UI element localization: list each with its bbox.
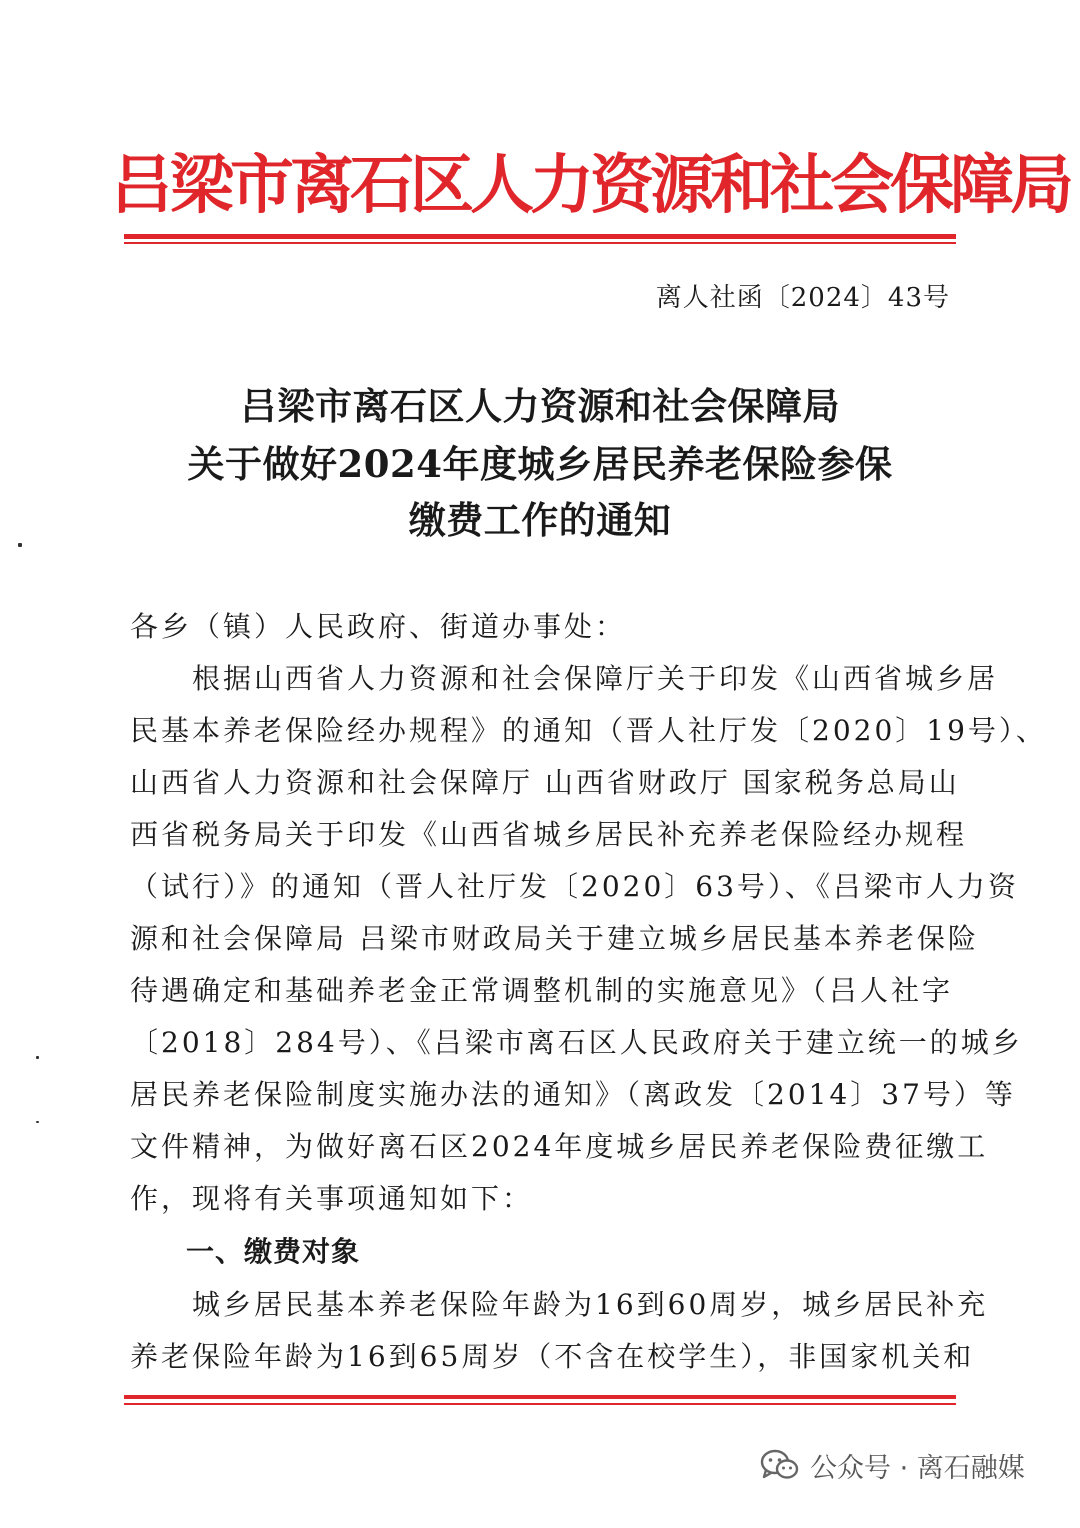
watermark-text: 公众号 · 离石融媒 [810, 1452, 1025, 1484]
footer-red-rule-thin [124, 1403, 956, 1405]
scan-speck [18, 543, 22, 547]
salutation: 各乡（镇）人民政府、街道办事处： [130, 610, 627, 643]
body-line: 源和社会保障局 吕梁市财政局关于建立城乡居民基本养老保险 [130, 922, 979, 955]
wechat-icon [760, 1448, 800, 1482]
notice-title-line-1: 吕梁市离石区人力资源和社会保障局 [240, 384, 840, 428]
letterhead-red-rule-thin [124, 242, 956, 244]
footer-red-rule [124, 1395, 956, 1399]
body-line: 西省税务局关于印发《山西省城乡居民补充养老保险经办规程 [130, 818, 968, 851]
body-line: 〔2018〕284号）、《吕梁市离石区人民政府关于建立统一的城乡 [130, 1026, 1023, 1059]
scan-speck [36, 1056, 39, 1059]
scan-speck [36, 1121, 39, 1123]
body-line: 作，现将有关事项通知如下： [130, 1182, 534, 1215]
notice-title-line-2: 关于做好2024年度城乡居民养老保险参保 [187, 442, 893, 486]
body-line: 山西省人力资源和社会保障厅 山西省财政厅 国家税务总局山 [130, 766, 960, 799]
body-line: 民基本养老保险经办规程》的通知（晋人社厅发〔2020〕19号）、 [130, 714, 1047, 747]
section-heading: 一、缴费对象 [186, 1235, 361, 1268]
letterhead-red-rule [124, 234, 956, 239]
body-line: 城乡居民基本养老保险年龄为16到60周岁，城乡居民补充 [130, 1288, 989, 1321]
letterhead-title: 吕梁市离石区人力资源和社会保障局 [110, 148, 1070, 223]
body-line: 养老保险年龄为16到65周岁（不含在校学生），非国家机关和 [130, 1340, 975, 1373]
body-line: 待遇确定和基础养老金正常调整机制的实施意见》（吕人社字 [130, 974, 954, 1007]
body-line: 文件精神，为做好离石区2024年度城乡居民养老保险费征缴工 [130, 1130, 989, 1163]
body-line: （试行）》的通知（晋人社厅发〔2020〕63号）、《吕梁市人力资 [130, 870, 1019, 903]
notice-title-line-3: 缴费工作的通知 [408, 498, 672, 542]
body-line: 居民养老保险制度实施办法的通知》（离政发〔2014〕37号）等 [130, 1078, 1016, 1111]
document-number: 离人社函〔2024〕43号 [655, 283, 950, 313]
watermark [760, 1440, 1025, 1490]
body-line: 根据山西省人力资源和社会保障厅关于印发《山西省城乡居 [130, 662, 999, 695]
